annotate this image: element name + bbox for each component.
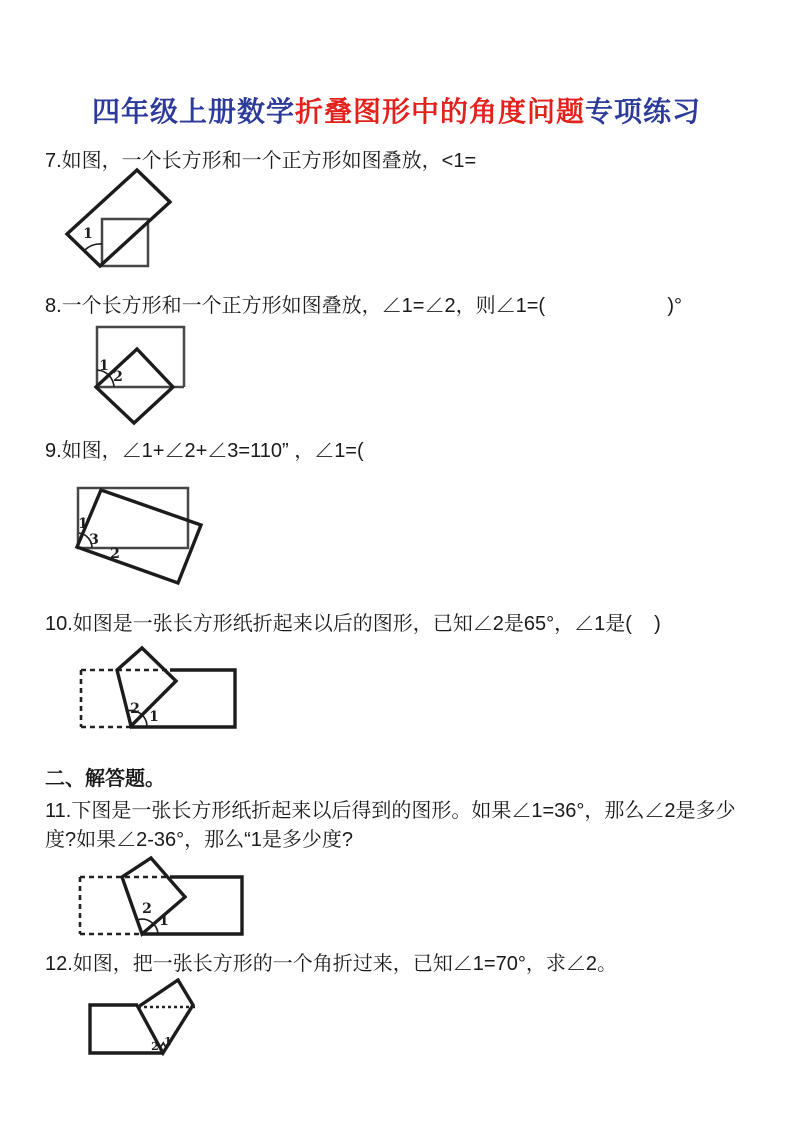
q7-angle-label-1: 1 xyxy=(83,226,93,242)
q9-angle-label-2: 2 xyxy=(110,546,120,562)
figure-q8-rect-over-diamond xyxy=(90,325,190,431)
q8-angle-label-1: 1 xyxy=(99,358,109,374)
q8-rectangle xyxy=(97,327,184,387)
question-8-text: 8.一个长方形和一个正方形如图叠放，∠1=∠2，则∠1=( )° xyxy=(45,295,682,317)
section-2-heading: 二、解答题。 xyxy=(45,768,165,790)
figure-q12-folded-corner xyxy=(85,978,215,1063)
question-10-text: 10.如图是一张长方形纸折起来以后的图形，已知∠2是65°，∠1是( ) xyxy=(45,613,661,635)
q11-angle-label-2: 2 xyxy=(142,901,152,917)
q9-angle-label-1: 1 xyxy=(78,516,88,532)
q12-angle-label-2: 2 xyxy=(151,1040,159,1053)
q10-angle-label-1: 1 xyxy=(149,709,159,725)
q11-fold-flap xyxy=(122,858,185,934)
q9-angle-label-3: 3 xyxy=(89,532,99,548)
question-7-text: 7.如图，一个长方形和一个正方形如图叠放，<1= xyxy=(45,150,477,172)
figure-q9-two-rectangles xyxy=(70,480,215,592)
q12-angle-label-1: 1 xyxy=(164,1035,172,1048)
q11-angle-label-1: 1 xyxy=(159,913,169,929)
title-part-3: 专项练习 xyxy=(585,96,702,127)
question-9-text: 9.如图，∠1+∠2+∠3=110” ，∠1=( xyxy=(45,440,364,462)
figure-q10-folded-rectangle xyxy=(75,642,245,737)
title-part-1: 四年级上册数学 xyxy=(91,96,295,127)
q10-solid-rectangle xyxy=(131,670,235,727)
q8-angle-label-2: 2 xyxy=(113,369,123,385)
figure-q7-rect-over-square xyxy=(55,166,205,281)
question-12-text: 12.如图，把一张长方形的一个角折过来，已知∠1=70°，求∠2。 xyxy=(45,953,617,975)
page-title xyxy=(0,90,793,130)
q10-fold-flap xyxy=(117,648,176,726)
figure-q11-folded-rectangle xyxy=(75,851,250,941)
question-11-text: 11.下图是一张长方形纸折起来以后得到的图形。如果∠1=36°，那么∠2是多少度?如果∠2-36°，那么“1是多少度? xyxy=(45,800,736,851)
title-part-2: 折叠图形中的角度问题 xyxy=(294,96,585,127)
q11-solid-rectangle xyxy=(142,877,242,934)
q7-angle-arc xyxy=(84,244,102,251)
q10-angle-label-2: 2 xyxy=(130,701,140,717)
